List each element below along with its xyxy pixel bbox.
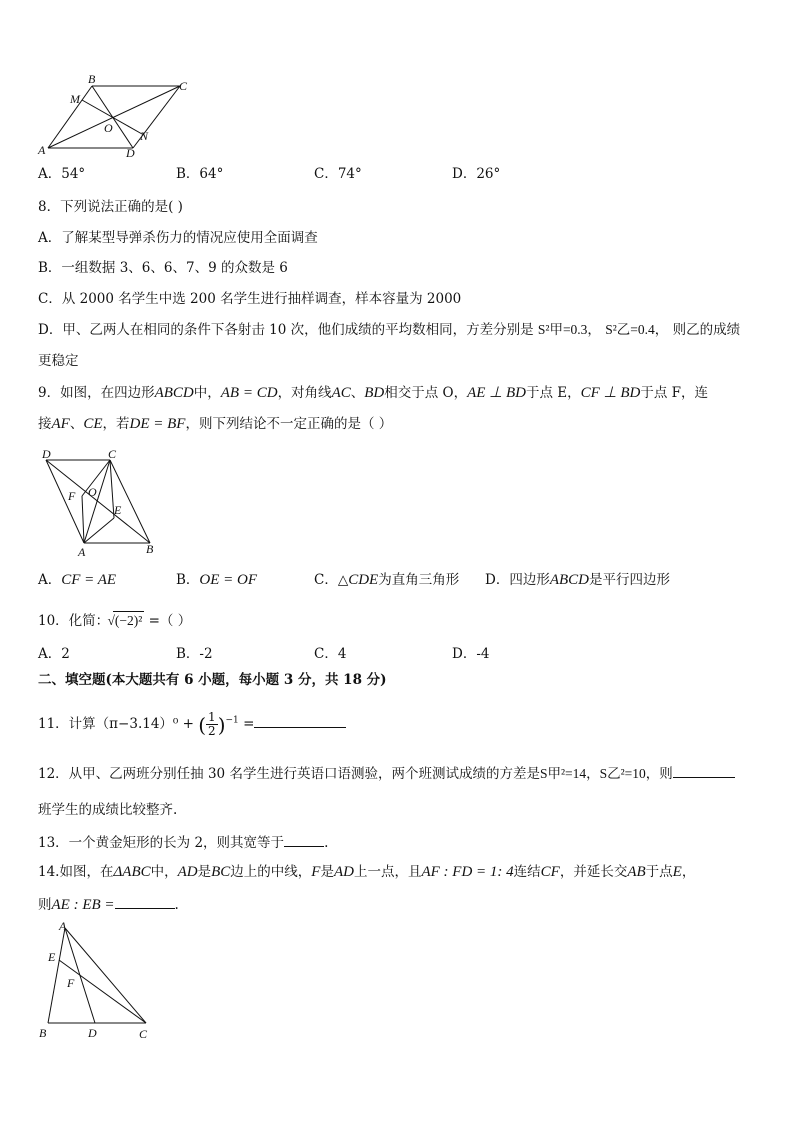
q14-line2 xyxy=(38,894,179,914)
q9-option-b xyxy=(176,571,257,589)
q9-ae-perp-bd: AE ⊥ BD xyxy=(467,385,526,401)
q9-text-11: ，则下列结论不一定正确的是（ ） xyxy=(185,416,393,432)
q10-expression: (−2)² xyxy=(114,613,143,628)
q14-t4: 边上的中线， xyxy=(230,864,312,880)
fig9-label-o: O xyxy=(88,485,97,499)
fig9-label-f: F xyxy=(68,489,76,503)
q9-option-c xyxy=(314,571,459,589)
q7-option-d: D．26° xyxy=(452,166,501,182)
q14-triangle: ΔABC xyxy=(113,864,151,880)
q9-option-b-math: OE = OF xyxy=(199,572,258,588)
q9-figure xyxy=(34,446,164,558)
q9-text-7: 于点 F，连 xyxy=(640,385,709,401)
q9-option-d-math: ABCD xyxy=(549,572,589,588)
q9-option-c-math: CDE xyxy=(348,572,379,588)
q14-line1 xyxy=(38,863,695,881)
q9-option-a xyxy=(38,571,116,589)
q14-cf: CF xyxy=(540,864,560,880)
q8-d-variance-yi: S²乙=0.4， xyxy=(605,322,669,337)
q9-stem-line2 xyxy=(38,415,392,433)
q8-stem: 8．下列说法正确的是( ) xyxy=(38,199,183,215)
q10-radical: √(−2)² xyxy=(107,613,143,628)
q11-exponent: −1 xyxy=(225,715,239,726)
q9-text-10: ，若 xyxy=(102,416,130,432)
fig14-label-c: C xyxy=(139,1027,148,1041)
q9-ce: CE xyxy=(83,416,103,432)
fig7-label-m: M xyxy=(70,92,80,106)
q14-t11: 则 xyxy=(38,897,52,913)
fig7-label-o: O xyxy=(104,121,113,135)
q9-af: AF xyxy=(51,416,70,432)
fig14-label-f: F xyxy=(67,976,75,990)
q10-option-d: D．-4 xyxy=(452,646,490,662)
q14-t5: 是 xyxy=(320,864,334,880)
fig14-label-a: A xyxy=(59,919,67,933)
q11-equals: = xyxy=(243,716,255,732)
q12-text: 12．从甲、乙两班分别任抽 30 名学生进行英语口语测验，两个班测试成绩的方差是 xyxy=(38,766,540,782)
q9-de-eq-bf: DE = BF xyxy=(129,416,186,432)
q8-option-b: B．一组数据 3、6、6、7、9 的众数是 6 xyxy=(38,260,288,276)
q14-ad: AD xyxy=(177,864,198,880)
q13-answer-blank[interactable] xyxy=(284,832,324,847)
q9-text-6: 于点 E， xyxy=(525,385,581,401)
q13-text: 13．一个黄金矩形的长为 2，则其宽等于 xyxy=(38,835,285,851)
q8-d-tail: 则乙的成绩 xyxy=(672,322,741,338)
q9-text-1: 9．如图，在四边形 xyxy=(38,385,155,401)
q14-figure xyxy=(34,918,164,1042)
q10-equals: =（ ） xyxy=(148,613,192,629)
q14-t8: ，并延长交 xyxy=(559,864,628,880)
q14-answer-blank[interactable] xyxy=(115,894,175,909)
q9-option-b-letter: B． xyxy=(176,572,200,588)
q10-stem-text: 10．化简： xyxy=(38,613,110,629)
q9-option-c-letter: C．△ xyxy=(314,572,349,588)
q11-answer-blank[interactable] xyxy=(254,713,346,728)
q14-ab: AB xyxy=(627,864,646,880)
q8-option-d-line2: 更稳定 xyxy=(38,353,79,369)
q12-line1 xyxy=(38,763,735,783)
q9-text-9: 、 xyxy=(69,416,84,432)
q9-option-a-letter: A． xyxy=(38,572,62,588)
q7-figure xyxy=(30,70,200,162)
q10-stem xyxy=(38,608,191,634)
q14-t1: 14.如图，在 xyxy=(38,864,114,880)
fig7-label-a: A xyxy=(38,143,46,157)
fig14-label-b: B xyxy=(39,1026,47,1040)
q8-d-text: D．甲、乙两人在相同的条件下各射击 10 次，他们成绩的平均数相同，方差分别是 xyxy=(38,322,534,338)
q9-text-2: 中， xyxy=(193,385,221,401)
q13-stem xyxy=(38,832,328,852)
q11-numerator: 1 xyxy=(208,710,216,724)
q9-cf-perp-bd: CF ⊥ BD xyxy=(580,385,641,401)
q9-text-4: 、 xyxy=(350,385,365,401)
q10-option-b: B．-2 xyxy=(176,646,213,662)
q14-t6: 上一点，且 xyxy=(353,864,422,880)
q9-text-8: 接 xyxy=(38,416,52,432)
q11-fraction xyxy=(206,711,218,738)
q9-abcd: ABCD xyxy=(154,385,194,401)
q9-option-d-text: 是平行四边形 xyxy=(589,572,670,588)
q9-option-d xyxy=(485,571,670,589)
fig9-label-c: C xyxy=(108,447,117,461)
q14-t7: 连结 xyxy=(513,864,541,880)
fig9-label-a: A xyxy=(78,545,86,558)
fig9-label-e: E xyxy=(114,503,122,517)
fig7-label-n: N xyxy=(140,129,149,143)
q9-ab-eq-cd: AB = CD xyxy=(220,385,278,401)
q13-end: . xyxy=(324,835,329,851)
q14-ad-2: AD xyxy=(333,864,354,880)
q9-option-c-text: 为直角三角形 xyxy=(378,572,460,588)
q10-option-a: A．2 xyxy=(38,646,70,662)
q11-denominator: 2 xyxy=(208,724,216,738)
q14-t10: ， xyxy=(681,864,696,880)
q10-option-c: C．4 xyxy=(314,646,347,662)
q9-bd: BD xyxy=(364,385,385,401)
q11-stem: 11．计算（π−3.14）⁰ + ( $\frac{1}{2}$ )$^{-1}$ = xyxy=(38,711,346,741)
q9-stem-line1 xyxy=(38,384,708,402)
fig14-label-d: D xyxy=(88,1026,97,1040)
q8-d-variance-jia: S²甲=0.3， xyxy=(537,322,601,337)
q14-f: F xyxy=(311,864,321,880)
q11-stem-text: 11．计算（π−3.14）⁰ + xyxy=(38,716,194,732)
q9-text-5: 相交于点 O， xyxy=(384,385,468,401)
q7-option-b: B．64° xyxy=(176,166,224,182)
q14-t3: 是 xyxy=(197,864,212,880)
q9-option-a-math: CF = AE xyxy=(61,572,117,588)
q14-t12: . xyxy=(174,897,179,913)
q7-option-a: A．54° xyxy=(38,166,86,182)
q14-t2: 中， xyxy=(150,864,178,880)
q14-e: E xyxy=(672,864,682,880)
q12-answer-blank[interactable] xyxy=(673,763,735,778)
q12-line2: 班学生的成绩比较整齐. xyxy=(38,802,178,818)
fig9-label-b: B xyxy=(146,542,154,556)
q9-text-3: ，对角线 xyxy=(277,385,332,401)
q8-option-a: A．了解某型导弹杀伤力的情况应使用全面调查 xyxy=(38,230,318,246)
q8-option-d-line1 xyxy=(38,321,740,339)
q7-option-c: C．74° xyxy=(314,166,362,182)
q14-ae-eb: AE : EB = xyxy=(51,897,115,913)
q14-ratio: AF : FD = 1: 4 xyxy=(421,864,514,880)
fig14-label-e: E xyxy=(48,950,56,964)
q12-variance-jia: S甲²=14， xyxy=(539,766,600,781)
q14-t9: 于点 xyxy=(645,864,673,880)
fig7-label-c: C xyxy=(179,79,188,93)
q12-variance-yi: S乙²=10，则 xyxy=(599,766,673,781)
q8-option-c: C．从 2000 名学生中选 200 名学生进行抽样调查，样本容量为 2000 xyxy=(38,291,462,307)
section-2-heading: 二、填空题(本大题共有 6 小题，每小题 3 分，共 18 分) xyxy=(38,672,387,688)
fig7-label-d: D xyxy=(126,146,135,160)
fig9-label-d: D xyxy=(42,447,51,461)
q9-ac: AC xyxy=(331,385,351,401)
q9-option-d-letter: D．四边形 xyxy=(485,572,550,588)
q14-bc: BC xyxy=(211,864,231,880)
fig7-label-b: B xyxy=(88,72,96,86)
